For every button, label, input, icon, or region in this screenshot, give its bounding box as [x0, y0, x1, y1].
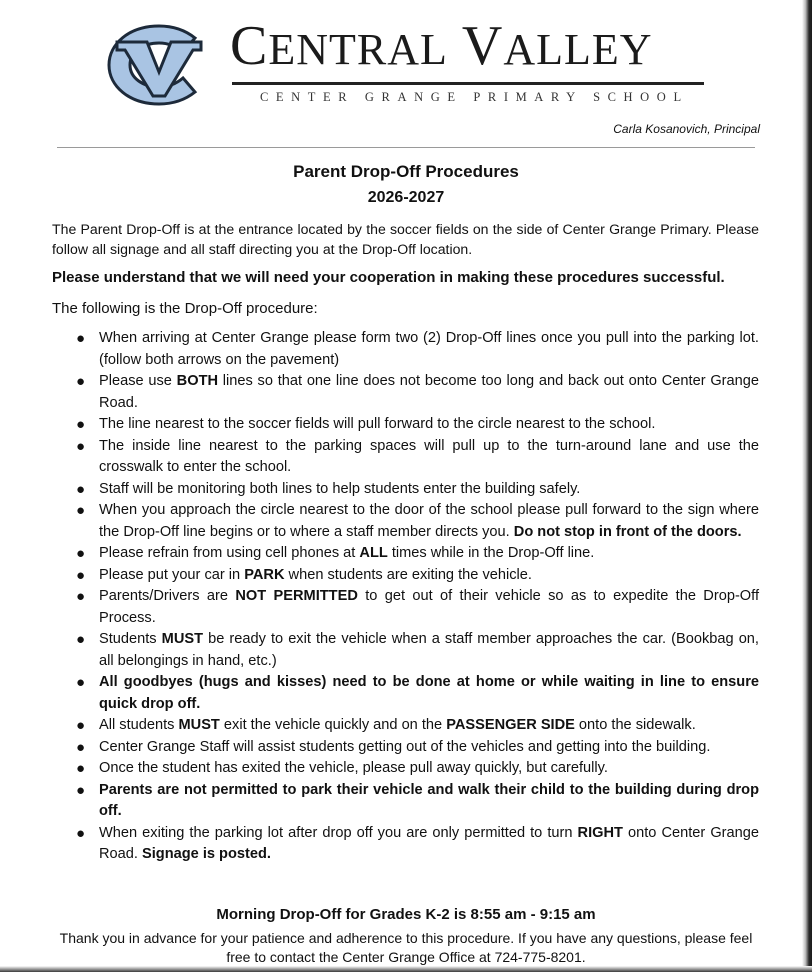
bullet-icon: ●: [76, 416, 86, 433]
list-item: ● Center Grange Staff will assist students getting out of the vehicles and getting into the building.: [0, 737, 759, 759]
bullet-icon: ●: [76, 330, 86, 347]
bullet-icon: ●: [76, 717, 86, 734]
cv-logo-icon: [103, 20, 215, 110]
header-divider: [57, 147, 755, 148]
list-item: ● Parents/Drivers are NOT PERMITTED to get out of their vehicle so as to expedite the Drop-Off Process.: [76, 588, 759, 626]
drop-off-hours: Morning Drop-Off for Grades K-2 is 8:55 am - 9:15 am: [216, 906, 596, 923]
bullet-icon: ●: [76, 566, 86, 584]
list-item: ● The line nearest to the soccer fields will pull forward to the circle nearest to the school.: [0, 414, 759, 436]
bullet-icon: ●: [76, 502, 86, 519]
bullet-icon: ●: [76, 480, 86, 498]
bullet-icon: ●: [76, 781, 86, 799]
bullet-icon: ●: [76, 824, 86, 842]
school-name-wordmark: CENTRAL VALLEY: [230, 15, 653, 77]
list-item: ● Please refrain from using cell phones at ALL times while in the Drop-Off line.: [0, 543, 759, 565]
document-year: 2026-2027: [367, 189, 445, 206]
list-item: ● When you approach the circle nearest to the door of the school please pull forward to the sign where the Drop-Off line begins or to where a staff member directs you. Do not stop in front of the doors.: [76, 502, 759, 540]
list-item: ● All students MUST exit the vehicle quickly and on the PASSENGER SIDE onto the sidewalk.: [0, 715, 759, 737]
list-item: ● Parents are not permitted to park their vehicle and walk their child to the building during drop off.: [76, 781, 759, 819]
bullet-icon: ●: [76, 437, 86, 455]
bullet-icon: ●: [76, 760, 86, 777]
document-title: Parent Drop-Off Procedures: [293, 162, 519, 181]
school-subtitle: CENTER GRANGE PRIMARY SCHOOL: [260, 90, 689, 104]
procedure-list: [0, 328, 812, 866]
bullet-icon: ●: [76, 674, 86, 691]
list-item: ● All goodbyes (hugs and kisses) need to be done at home or while waiting in line to ensure quick drop off.: [76, 674, 759, 712]
bullet-icon: ●: [76, 545, 86, 562]
bullet-icon: ●: [76, 631, 86, 648]
list-item: ● Please put your car in PARK when students are exiting the vehicle.: [0, 565, 759, 587]
list-item: ● When exiting the parking lot after drop off you are only permitted to turn RIGHT onto Center Grange Road. Signage is posted.: [76, 824, 759, 862]
list-item: ● Staff will be monitoring both lines to help students enter the building safely.: [0, 479, 759, 501]
wordmark-rule: [232, 82, 704, 85]
bullet-icon: ●: [76, 373, 86, 390]
bullet-icon: ●: [76, 738, 86, 756]
procedure-intro: The following is the Drop-Off procedure:: [52, 300, 318, 317]
principal-name: Carla Kosanovich, Principal: [613, 122, 760, 136]
list-item: ● When arriving at Center Grange please form two (2) Drop-Off lines once you pull into the parking lot. (follow both arrows on the pavement): [76, 330, 759, 368]
list-item: ● Students MUST be ready to exit the vehicle when a staff member approaches the car. (Bookbag on, all belongings in hand, etc.): [76, 631, 759, 669]
closing-note: Thank you in advance for your patience and adherence to this procedure. If you have any questions, please feel free to contact the Center Grange Office at 724-775-8201.: [59, 930, 753, 965]
intro-paragraph: The Parent Drop-Off is at the entrance located by the soccer fields on the side of Center Grange Primary. Please follow all signage and all staff directing you at the Drop-Off location.: [52, 221, 759, 257]
bullet-icon: ●: [76, 588, 86, 605]
list-item: ● The inside line nearest to the parking spaces will pull up to the turn-around lane and use the crosswalk to enter the school.: [76, 437, 759, 475]
list-item: ● Please use BOTH lines so that one line does not become too long and back out onto Center Grange Road.: [76, 373, 759, 411]
cooperation-statement: Please understand that we will need your cooperation in making these procedures successful.: [52, 269, 725, 286]
list-item: ● Once the student has exited the vehicle, please pull away quickly, but carefully.: [0, 758, 759, 780]
